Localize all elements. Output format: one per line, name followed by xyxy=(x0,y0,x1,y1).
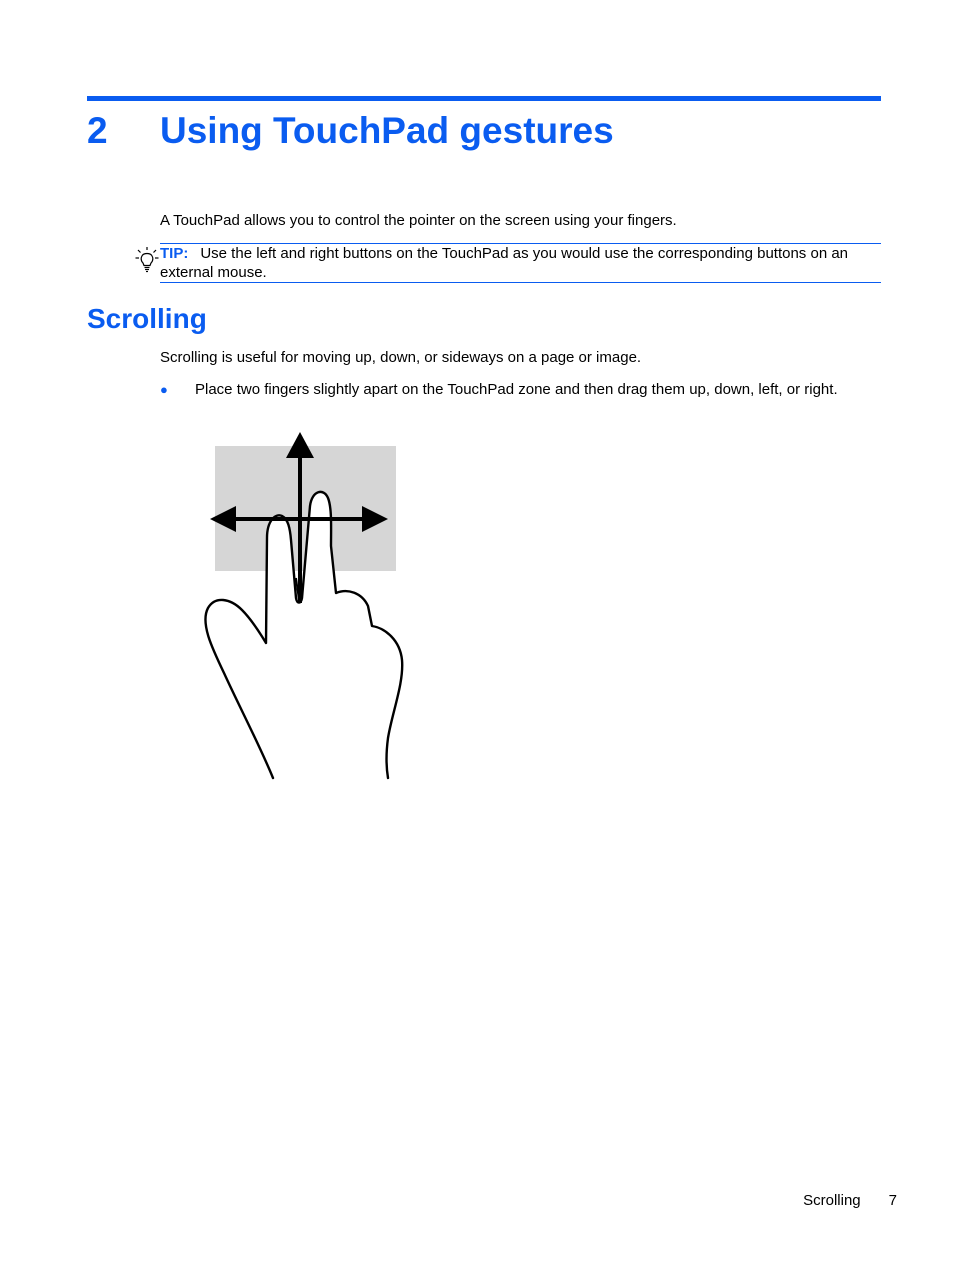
chapter-number: 2 xyxy=(87,110,108,151)
tip-body: Use the left and right buttons on the TouchPad as you would use the corresponding buttons on an external mouse. xyxy=(160,245,849,281)
page-number: 7 xyxy=(888,1192,897,1209)
section-description: Scrolling is useful for moving up, down, or sideways on a page or image. xyxy=(160,349,642,366)
tip-text xyxy=(160,244,881,282)
lightbulb-icon xyxy=(135,246,159,274)
section-heading: Scrolling xyxy=(87,303,207,334)
tip-box xyxy=(160,243,881,283)
bullet-icon: ● xyxy=(160,382,168,397)
chapter-rule xyxy=(87,96,881,101)
page-footer xyxy=(803,1191,897,1211)
chapter-title: Using TouchPad gestures xyxy=(160,110,614,151)
tip-label: TIP: xyxy=(160,245,189,262)
chapter-heading xyxy=(87,106,614,156)
two-finger-scroll-illustration xyxy=(200,428,420,780)
bullet-text: Place two fingers slightly apart on the TouchPad zone and then drag them up, down, left, or right. xyxy=(195,381,838,398)
intro-paragraph: A TouchPad allows you to control the pointer on the screen using your fingers. xyxy=(160,212,677,229)
footer-section-name: Scrolling xyxy=(803,1192,861,1209)
